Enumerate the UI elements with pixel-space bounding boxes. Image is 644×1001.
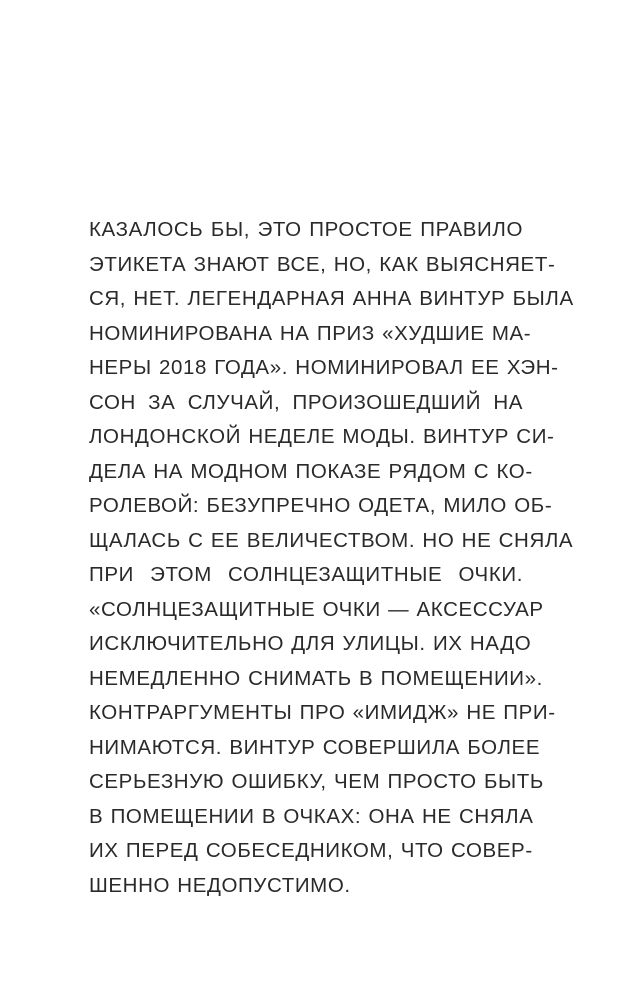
paragraph-line: ШЕННО НЕДОПУСТИМО. [89, 873, 351, 897]
paragraph-line: «СОЛНЦЕЗАЩИТНЫЕ ОЧКИ — АКСЕССУАР [89, 597, 544, 621]
paragraph-line: ДЕЛА НА МОДНОМ ПОКАЗЕ РЯДОМ С КО- [89, 459, 533, 483]
paragraph [89, 213, 574, 903]
paragraph-line: НИМАЮТСЯ. ВИНТУР СОВЕРШИЛА БОЛЕЕ [89, 735, 541, 759]
paragraph-line: КАЗАЛОСЬ БЫ, ЭТО ПРОСТОЕ ПРАВИЛО [89, 218, 523, 241]
paragraph-line: КОНТРАРГУМЕНТЫ ПРО «ИМИДЖ» НЕ ПРИ- [89, 701, 556, 724]
paragraph-line: НЕМЕДЛЕННО СНИМАТЬ В ПОМЕЩЕНИИ». [89, 666, 543, 690]
paragraph-line: ПРИ ЭТОМ СОЛНЦЕЗАЩИТНЫЕ ОЧКИ. [89, 563, 523, 586]
paragraph-line: ИХ ПЕРЕД СОБЕСЕДНИКОМ, ЧТО СОВЕР- [89, 839, 533, 862]
paragraph-line: ЩАЛАСЬ С ЕЕ ВЕЛИЧЕСТВОМ. НО НЕ СНЯЛА [89, 528, 574, 552]
paragraph-line: НЕРЫ 2018 ГОДА». НОМИНИРОВАЛ ЕЕ ХЭН- [89, 356, 559, 379]
paragraph-line: ЭТИКЕТА ЗНАЮТ ВСЕ, НО, КАК ВЫЯСНЯЕТ- [89, 252, 556, 276]
paragraph-line: НОМИНИРОВАНА НА ПРИЗ «ХУДШИЕ МА- [89, 321, 532, 345]
paragraph-line: СЯ, НЕТ. ЛЕГЕНДАРНАЯ АННА ВИНТУР БЫЛА [89, 287, 574, 310]
paragraph-line: В ПОМЕЩЕНИИ В ОЧКАХ: ОНА НЕ СНЯЛА [89, 804, 534, 828]
paragraph-line: ИСКЛЮЧИТЕЛЬНО ДЛЯ УЛИЦЫ. ИХ НАДО [89, 632, 532, 655]
paragraph-line: РОЛЕВОЙ: БЕЗУПРЕЧНО ОДЕТА, МИЛО ОБ- [89, 494, 553, 517]
paragraph-line: СЕРЬЕЗНУЮ ОШИБКУ, ЧЕМ ПРОСТО БЫТЬ [89, 770, 544, 793]
paragraph-line: ЛОНДОНСКОЙ НЕДЕЛЕ МОДЫ. ВИНТУР СИ- [89, 425, 555, 448]
paragraph-line: СОН ЗА СЛУЧАЙ, ПРОИЗОШЕДШИЙ НА [89, 390, 523, 414]
